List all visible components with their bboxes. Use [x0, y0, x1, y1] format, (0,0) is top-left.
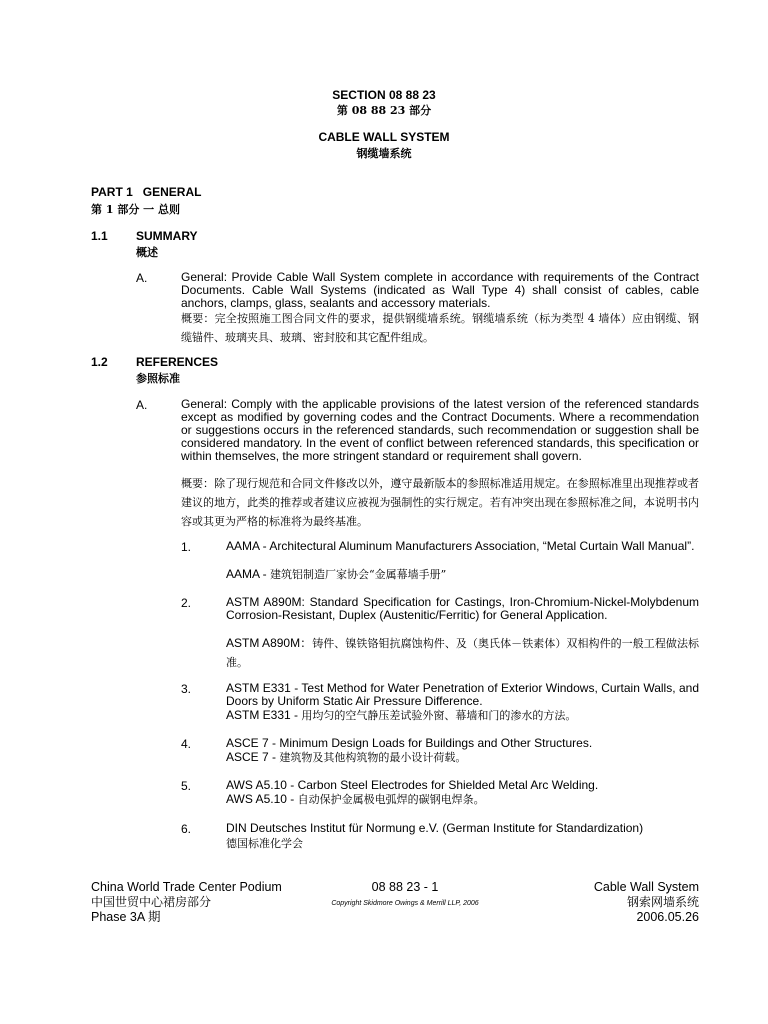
ref-item-6-text-cn: 德国标准化学会 — [226, 837, 303, 850]
footer-project: China World Trade Center Podium — [91, 880, 282, 894]
ref-item-3-text: ASTM E331 - Test Method for Water Penetration of Exterior Windows, Curtain Walls, and Doors by Uniform Static Air Pressure Difference. — [226, 681, 699, 708]
footer-center — [300, 880, 510, 911]
ref-item-3-text-cn: ASTM E331 - 用均匀的空气静压差试验外窗、幕墙和门的渗水的方法。 — [226, 708, 577, 722]
footer-doc-title: Cable Wall System — [593, 880, 699, 894]
ref-item-5-number: 5. — [181, 779, 192, 793]
ref-item-6-number: 6. — [181, 822, 192, 836]
footer-date: 2006.05.26 — [636, 910, 699, 924]
s11-a-text: General: Provide Cable Wall System complete in accordance with requirements of the Contract Documents. Cable Wall Systems (indicated as Wall Type 4) shall consist of cables, cable anchors, clamps, glass, sealants and accessory materials. — [181, 270, 699, 310]
ref-item-5-text-cn: AWS A5.10 - 自动保护金属极电弧焊的碳钢电焊条。 — [226, 792, 485, 806]
s12-a-text-cn: 概要：除了现行规范和合同文件修改以外，遵守最新版本的参照标准适用规定。在参照标准里出现推荐或者建议的地方，此类的推荐或者建议应被视为强制性的实行规定。若有冲突出现在参照标准之间，本说明书内容或其更为严格的标准将为最终基准。 — [181, 477, 699, 528]
ref-item-2-text-cn: ASTM A890M：铸件、镍铁铬钼抗腐蚀构件、及（奥氏体－铁素体）双相构件的一般工程做法标准。 — [226, 636, 699, 669]
s12-number: 1.2 — [91, 355, 108, 369]
copyright: Copyright Skidmore Owings & Merrill LLP, 2006 — [331, 900, 479, 907]
ref-item-3-number: 3. — [181, 682, 192, 696]
s11-title: SUMMARY — [136, 229, 198, 243]
s11-title-cn: 概述 — [136, 246, 158, 259]
ref-item-1-text: AAMA - Architectural Aluminum Manufacturers Association, “Metal Curtain Wall Manual”. — [226, 539, 695, 553]
ref-item-4-text-cn: ASCE 7 - 建筑物及其他构筑物的最小设计荷载。 — [226, 750, 467, 764]
footer-right — [594, 880, 699, 925]
s11-a-text-cn: 概要：完全按照施工图合同文件的要求，提供钢缆墙系统。钢缆墙系统（标为类型 4 墙体）应由钢缆、钢缆锚件、玻璃夹具、玻璃、密封胶和其它配件组成。 — [181, 312, 699, 344]
ref-item-1-number: 1. — [181, 540, 192, 554]
s12-a-label: A. — [136, 398, 148, 412]
footer-project-cn: 中国世贸中心裙房部分 — [91, 895, 212, 909]
ref-item-5-text: AWS A5.10 - Carbon Steel Electrodes for Shielded Metal Arc Welding. — [226, 778, 599, 792]
s12-title-cn: 参照标准 — [136, 372, 180, 385]
s12-title: REFERENCES — [136, 355, 219, 369]
ref-item-1-text-cn: AAMA - 建筑铝制造厂家协会“金属幕墙手册” — [226, 567, 447, 581]
footer-phase: Phase 3A 期 — [91, 910, 161, 924]
ref-item-4-number: 4. — [181, 737, 192, 751]
part-title: PART 1 GENERAL — [91, 185, 202, 199]
ref-item-4-text: ASCE 7 - Minimum Design Loads for Buildings and Other Structures. — [226, 736, 593, 750]
ref-item-6-text: DIN Deutsches Institut für Normung e.V. (German Institute for Standardization) — [226, 821, 644, 835]
section-title-cn: 钢缆墙系统 — [356, 147, 412, 160]
page-number: 08 88 23 - 1 — [371, 880, 439, 894]
section-number-cn: 第 08 88 23 部分 — [336, 104, 432, 117]
s11-number: 1.1 — [91, 229, 108, 243]
section-number: SECTION 08 88 23 — [332, 88, 436, 102]
part-title-cn: 第 1 部分 一 总则 — [91, 203, 180, 216]
ref-item-2-text: ASTM A890M: Standard Specification for Castings, Iron-Chromium-Nickel-Molybdenum Corrosion-Resistant, Duplex (Austenitic/Ferritic) for General Application. — [226, 595, 699, 622]
ref-item-2-number: 2. — [181, 596, 192, 610]
section-title: CABLE WALL SYSTEM — [318, 130, 450, 144]
s11-a-label: A. — [136, 271, 148, 285]
footer-left — [91, 880, 282, 925]
footer-doc-title-cn: 钢索网墙系统 — [626, 895, 699, 909]
s12-a-text: General: Comply with the applicable provisions of the latest version of the referenced standards except as modified by governing codes and the Contract Documents. Where a recommendation or suggestions occurs in the referenced standards, such recommendation or suggestion shall be considered mandatory. In the event of conflict between referenced standards, this specification or within themselves, the more stringent standard or requirement shall govern. — [181, 397, 699, 463]
